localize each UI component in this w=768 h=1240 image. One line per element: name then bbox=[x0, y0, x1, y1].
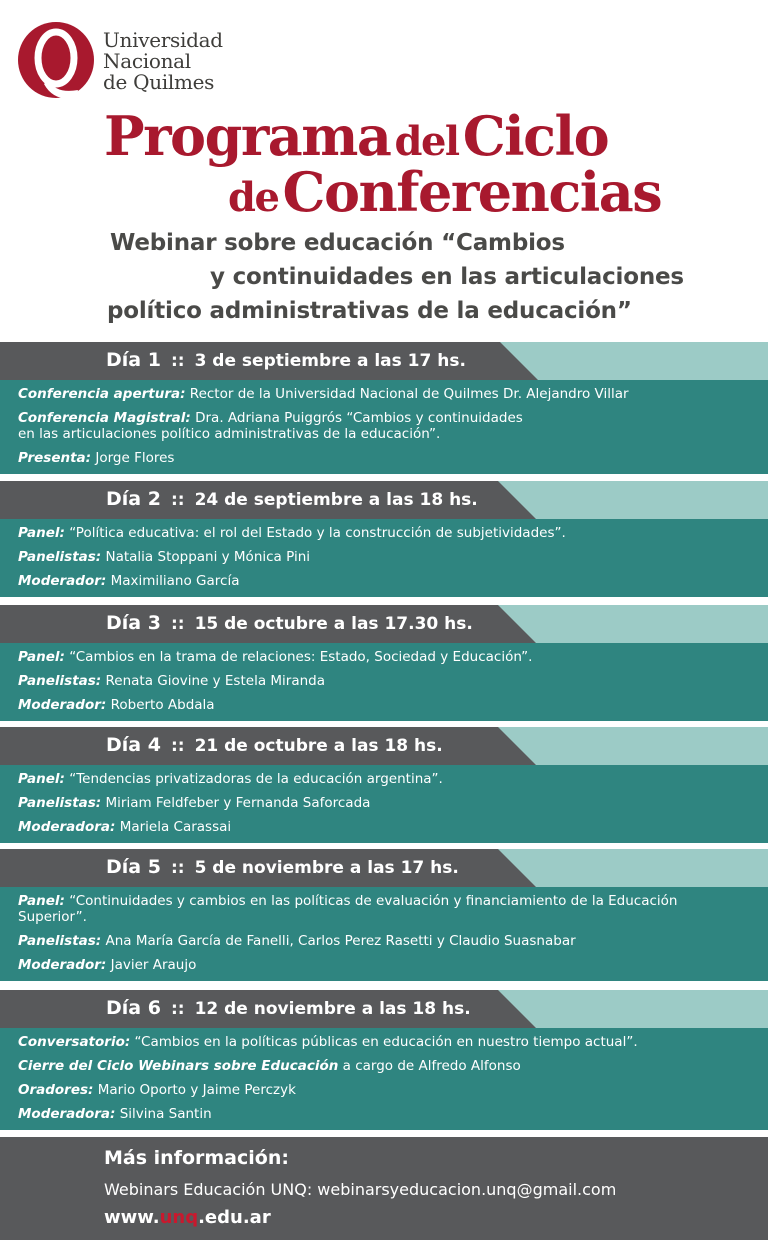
day-details bbox=[0, 765, 768, 843]
detail-label: Panelistas: bbox=[18, 549, 102, 565]
detail-text: Jorge Flores bbox=[91, 450, 175, 466]
day-number: Día 6 bbox=[106, 997, 161, 1019]
day-header bbox=[0, 727, 768, 765]
detail-label: Panelistas: bbox=[18, 673, 102, 689]
day-block bbox=[0, 605, 768, 721]
detail-text: “Tendencias privatizadoras de la educación argentina”. bbox=[64, 771, 443, 787]
detail-text: Rector de la Universidad Nacional de Quilmes Dr. Alejandro Villar bbox=[185, 386, 629, 402]
day-number: Día 5 bbox=[106, 856, 161, 878]
detail-text: “Cambios en la políticas públicas en educación en nuestro tiempo actual”. bbox=[130, 1034, 638, 1050]
day-date: 24 de septiembre a las 18 hs. bbox=[194, 490, 478, 510]
day-number: Día 1 bbox=[106, 349, 161, 371]
detail-text: Maximiliano García bbox=[106, 573, 240, 589]
detail-label: Presenta: bbox=[18, 450, 92, 466]
day-separator: :: bbox=[170, 614, 185, 634]
detail-line bbox=[18, 549, 750, 565]
detail-line bbox=[18, 450, 750, 466]
detail-label: Panel: bbox=[18, 525, 65, 541]
detail-text: a cargo de Alfredo Alfonso bbox=[338, 1058, 521, 1074]
detail-line bbox=[18, 957, 750, 973]
detail-line bbox=[18, 933, 750, 949]
day-number: Día 2 bbox=[106, 488, 161, 510]
detail-text: Ana María García de Fanelli, Carlos Perez Rasetti y Claudio Suasnabar bbox=[101, 933, 576, 949]
detail-label: Moderadora: bbox=[18, 819, 116, 835]
detail-label: Moderador: bbox=[18, 573, 107, 589]
day-details bbox=[0, 380, 768, 474]
detail-text: Mariela Carassai bbox=[115, 819, 232, 835]
subtitle-line: político administrativas de la educación” bbox=[107, 298, 632, 324]
detail-label: Moderador: bbox=[18, 957, 107, 973]
day-date: 21 de octubre a las 18 hs. bbox=[194, 736, 443, 756]
detail-line bbox=[18, 673, 750, 689]
day-details bbox=[0, 887, 768, 981]
detail-text: en las articulaciones político administrativas de la educación”. bbox=[18, 426, 441, 442]
detail-text: “Cambios en la trama de relaciones: Estado, Sociedad y Educación”. bbox=[64, 649, 533, 665]
title-word: Ciclo bbox=[462, 104, 609, 168]
title-word: del bbox=[394, 118, 459, 165]
university-line: Universidad bbox=[103, 28, 223, 52]
detail-line bbox=[18, 1082, 750, 1098]
detail-text: Silvina Santin bbox=[115, 1106, 212, 1122]
detail-label: Conversatorio: bbox=[18, 1034, 131, 1050]
footer-title: Más información: bbox=[104, 1147, 289, 1169]
detail-text: Natalia Stoppani y Mónica Pini bbox=[101, 549, 311, 565]
detail-label: Moderadora: bbox=[18, 1106, 116, 1122]
detail-line bbox=[18, 410, 750, 426]
detail-label: Oradores: bbox=[18, 1082, 94, 1098]
detail-label: Panel: bbox=[18, 649, 65, 665]
day-header bbox=[0, 605, 768, 643]
day-separator: :: bbox=[170, 999, 185, 1019]
detail-line bbox=[18, 819, 750, 835]
day-label bbox=[106, 997, 471, 1019]
day-date: 5 de noviembre a las 17 hs. bbox=[194, 858, 459, 878]
detail-line bbox=[18, 1034, 750, 1050]
unq-logo-icon bbox=[18, 20, 96, 102]
detail-line bbox=[18, 426, 750, 442]
day-separator: :: bbox=[170, 736, 185, 756]
website-suffix: .edu.ar bbox=[198, 1207, 271, 1228]
day-block bbox=[0, 481, 768, 597]
detail-text: Miriam Feldfeber y Fernanda Saforcada bbox=[101, 795, 371, 811]
website-highlight: unq bbox=[159, 1207, 199, 1228]
detail-text: Dra. Adriana Puiggrós “Cambios y continuidades bbox=[190, 410, 523, 426]
day-header bbox=[0, 342, 768, 380]
detail-label: Cierre del Ciclo Webinars sobre Educación bbox=[18, 1058, 339, 1074]
day-number: Día 4 bbox=[106, 734, 161, 756]
day-header bbox=[0, 990, 768, 1028]
subtitle-line: Webinar sobre educación “Cambios bbox=[110, 230, 565, 256]
detail-line bbox=[18, 697, 750, 713]
main-title-line2 bbox=[228, 160, 768, 224]
detail-label: Panelistas: bbox=[18, 933, 102, 949]
detail-line bbox=[18, 795, 750, 811]
detail-label: Panel: bbox=[18, 771, 65, 787]
day-date: 3 de septiembre a las 17 hs. bbox=[194, 351, 466, 371]
day-label bbox=[106, 612, 473, 634]
day-block bbox=[0, 342, 768, 474]
footer-contact-email: Webinars Educación UNQ: webinarsyeducacion.unq@gmail.com bbox=[104, 1180, 617, 1199]
detail-line bbox=[18, 1058, 750, 1074]
subtitle-line: y continuidades en las articulaciones bbox=[210, 264, 684, 290]
footer bbox=[0, 1137, 768, 1240]
university-name bbox=[103, 30, 223, 93]
day-number: Día 3 bbox=[106, 612, 161, 634]
day-header bbox=[0, 849, 768, 887]
detail-line bbox=[18, 1106, 750, 1122]
detail-text: Javier Araujo bbox=[106, 957, 197, 973]
day-label bbox=[106, 488, 478, 510]
day-separator: :: bbox=[170, 858, 185, 878]
day-details bbox=[0, 519, 768, 597]
day-date: 12 de noviembre a las 18 hs. bbox=[194, 999, 471, 1019]
day-block bbox=[0, 990, 768, 1130]
detail-label: Conferencia Magistral: bbox=[18, 410, 191, 426]
day-separator: :: bbox=[170, 490, 185, 510]
detail-line bbox=[18, 893, 750, 925]
detail-text: Roberto Abdala bbox=[106, 697, 215, 713]
day-separator: :: bbox=[170, 351, 185, 371]
university-line: Nacional bbox=[103, 49, 191, 73]
day-label bbox=[106, 734, 443, 756]
main-title-line1 bbox=[104, 104, 768, 168]
day-details bbox=[0, 1028, 768, 1130]
day-details bbox=[0, 643, 768, 721]
detail-label: Moderador: bbox=[18, 697, 107, 713]
detail-text: Mario Oporto y Jaime Perczyk bbox=[93, 1082, 296, 1098]
detail-line bbox=[18, 386, 750, 402]
detail-label: Panelistas: bbox=[18, 795, 102, 811]
detail-line bbox=[18, 649, 750, 665]
detail-line bbox=[18, 573, 750, 589]
detail-text: “Política educativa: el rol del Estado y la construcción de subjetividades”. bbox=[64, 525, 566, 541]
detail-text: Renata Giovine y Estela Miranda bbox=[101, 673, 326, 689]
detail-line bbox=[18, 525, 750, 541]
detail-line bbox=[18, 771, 750, 787]
day-date: 15 de octubre a las 17.30 hs. bbox=[194, 614, 473, 634]
day-label bbox=[106, 856, 459, 878]
website-prefix: www. bbox=[104, 1207, 160, 1228]
detail-label: Panel: bbox=[18, 893, 65, 909]
title-word: Programa bbox=[104, 104, 391, 168]
university-line: de Quilmes bbox=[103, 70, 215, 94]
day-header bbox=[0, 481, 768, 519]
detail-text: “Continuidades y cambios en las políticas de evaluación y financiamiento de la Educación Superior”. bbox=[18, 893, 678, 925]
day-block bbox=[0, 849, 768, 981]
detail-label: Conferencia apertura: bbox=[18, 386, 186, 402]
title-word: Conferencias bbox=[282, 160, 662, 224]
day-block bbox=[0, 727, 768, 843]
day-label bbox=[106, 349, 466, 371]
title-word: de bbox=[228, 174, 279, 221]
footer-website bbox=[104, 1207, 271, 1228]
